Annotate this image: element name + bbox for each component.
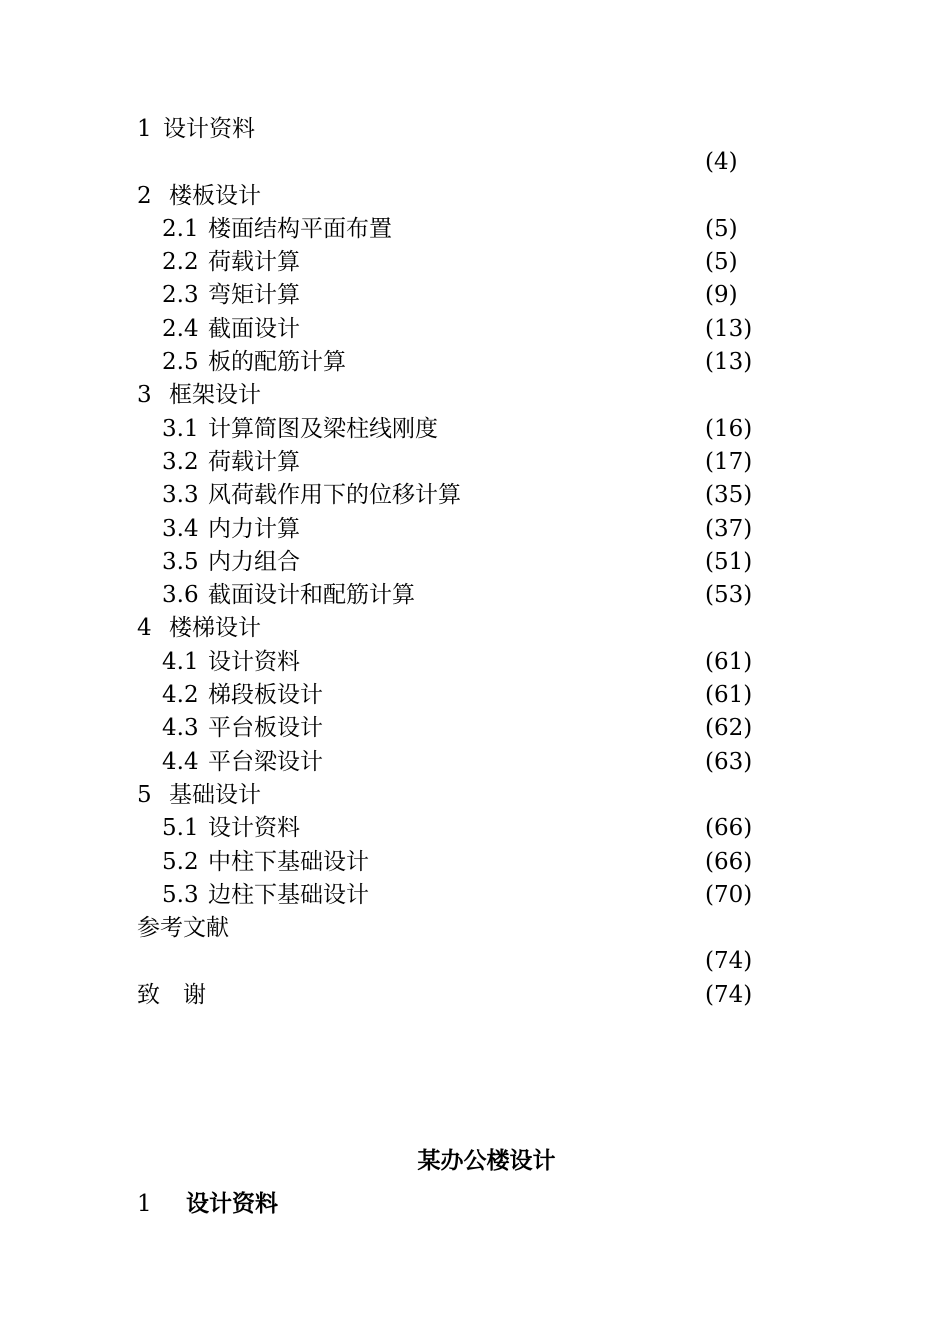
toc-entry-1-page-line <box>0 146 950 179</box>
toc-entry-number: 2.2 <box>162 249 199 276</box>
toc-entry-title: 框架设计 <box>169 382 261 409</box>
toc-entry-3-6 <box>0 579 950 612</box>
toc-entry-page: (17) <box>705 448 753 475</box>
toc-entry-title: 板的配筋计算 <box>208 349 346 376</box>
toc-entry-number: 3.5 <box>162 548 199 575</box>
toc-entry-page: (66) <box>705 848 753 875</box>
toc-entry-number: 2.3 <box>162 282 199 309</box>
toc-entry-title: 平台板设计 <box>208 715 323 742</box>
toc-entry-page: (62) <box>705 715 753 742</box>
toc-entry-4-4 <box>0 746 950 779</box>
toc-entry-2-2 <box>0 246 950 279</box>
toc-entry-2-1 <box>0 213 950 246</box>
toc-entry-2-4 <box>0 313 950 346</box>
toc-entry-title: 梯段板设计 <box>208 682 323 709</box>
toc-entry-page: (70) <box>705 881 753 908</box>
toc-entry-2 <box>0 180 950 213</box>
toc-entry-3-2 <box>0 446 950 479</box>
toc-entry-title: 中柱下基础设计 <box>208 848 369 875</box>
toc-entry-title: 致 谢 <box>137 981 206 1008</box>
toc-entry-number: 4 <box>137 615 152 642</box>
toc-entry-title: 楼梯设计 <box>169 615 261 642</box>
toc-entry-page: (74) <box>705 981 753 1008</box>
document-title: 某办公楼设计 <box>417 1147 556 1174</box>
toc-entry-page: (61) <box>705 682 753 709</box>
toc-entry-4-3 <box>0 712 950 745</box>
toc-entry-2-3 <box>0 279 950 312</box>
toc-entry-number: 3.4 <box>162 515 199 542</box>
section-heading <box>137 1188 278 1220</box>
toc-entry-page: (63) <box>705 748 753 775</box>
toc-entry-title: 荷载计算 <box>208 448 300 475</box>
toc-entry-page: (5) <box>705 215 738 242</box>
toc-entry-3-1 <box>0 413 950 446</box>
toc-entry-4-1 <box>0 646 950 679</box>
toc-entry-page: (66) <box>705 815 753 842</box>
toc-entry-5-3 <box>0 879 950 912</box>
toc-entry-title: 截面设计和配筋计算 <box>208 582 415 609</box>
toc-entry-1 <box>0 113 950 146</box>
toc-entry-number: 1 <box>137 116 152 142</box>
toc-entry-number: 5.3 <box>162 881 199 908</box>
toc-entry-2-5 <box>0 346 950 379</box>
toc-entry-page: (51) <box>705 548 753 575</box>
toc-entry-title: 平台梁设计 <box>208 748 323 775</box>
toc-entry-title: 计算简图及梁柱线刚度 <box>208 415 438 442</box>
toc-entry-title: 设计资料 <box>208 815 300 842</box>
toc-entry-title: 设计资料 <box>163 116 255 142</box>
toc-entry-3 <box>0 379 950 412</box>
toc-entry-title: 楼面结构平面布置 <box>208 215 392 242</box>
toc-entry-references-page-line <box>0 945 950 978</box>
toc-entry-number: 3.1 <box>162 415 199 442</box>
table-of-contents <box>0 113 950 1012</box>
toc-entry-title: 内力组合 <box>208 548 300 575</box>
toc-entry-number: 5.1 <box>162 815 199 842</box>
toc-entry-number: 3 <box>137 382 152 409</box>
toc-entry-number: 2.4 <box>162 315 199 342</box>
toc-entry-3-3 <box>0 479 950 512</box>
toc-entry-page: (13) <box>705 315 753 342</box>
toc-entry-number: 3.2 <box>162 448 199 475</box>
toc-entry-page: (53) <box>705 582 753 609</box>
toc-entry-4 <box>0 612 950 645</box>
toc-entry-number: 2.5 <box>162 349 199 376</box>
toc-entry-page: (5) <box>705 249 738 276</box>
section-number: 1 <box>137 1191 152 1217</box>
toc-entry-number: 4.4 <box>162 748 199 775</box>
toc-entry-5 <box>0 779 950 812</box>
toc-entry-page: (74) <box>705 948 753 975</box>
toc-entry-number: 2 <box>137 182 152 209</box>
toc-entry-page: (61) <box>705 648 753 675</box>
toc-entry-page: (35) <box>705 482 753 509</box>
toc-entry-title: 基础设计 <box>169 781 261 808</box>
toc-entry-references <box>0 912 950 945</box>
toc-entry-number: 3.6 <box>162 582 199 609</box>
section-title: 设计资料 <box>186 1190 278 1217</box>
toc-entry-title: 风荷载作用下的位移计算 <box>208 482 461 509</box>
toc-entry-title: 荷载计算 <box>208 249 300 276</box>
toc-entry-5-2 <box>0 846 950 879</box>
toc-entry-number: 5 <box>137 781 152 808</box>
toc-entry-4-2 <box>0 679 950 712</box>
toc-entry-number: 5.2 <box>162 848 199 875</box>
toc-entry-page: (16) <box>705 415 753 442</box>
toc-entry-title: 边柱下基础设计 <box>208 881 369 908</box>
toc-entry-number: 3.3 <box>162 482 199 509</box>
toc-entry-page: (37) <box>705 515 753 542</box>
toc-entry-page: (4) <box>705 149 738 176</box>
toc-entry-3-5 <box>0 546 950 579</box>
toc-entry-title: 内力计算 <box>208 515 300 542</box>
toc-entry-acknowledgements <box>0 979 950 1012</box>
toc-entry-number: 4.3 <box>162 715 199 742</box>
toc-entry-number: 4.2 <box>162 682 199 709</box>
toc-entry-title: 设计资料 <box>208 648 300 675</box>
toc-entry-title: 参考文献 <box>137 915 229 942</box>
toc-entry-title: 弯矩计算 <box>208 282 300 309</box>
toc-entry-page: (9) <box>705 282 738 309</box>
toc-entry-number: 4.1 <box>162 648 199 675</box>
toc-entry-title: 楼板设计 <box>169 182 261 209</box>
toc-entry-page: (13) <box>705 349 753 376</box>
toc-entry-number: 2.1 <box>162 215 199 242</box>
toc-entry-5-1 <box>0 812 950 845</box>
toc-entry-3-4 <box>0 513 950 546</box>
toc-entry-title: 截面设计 <box>208 315 300 342</box>
